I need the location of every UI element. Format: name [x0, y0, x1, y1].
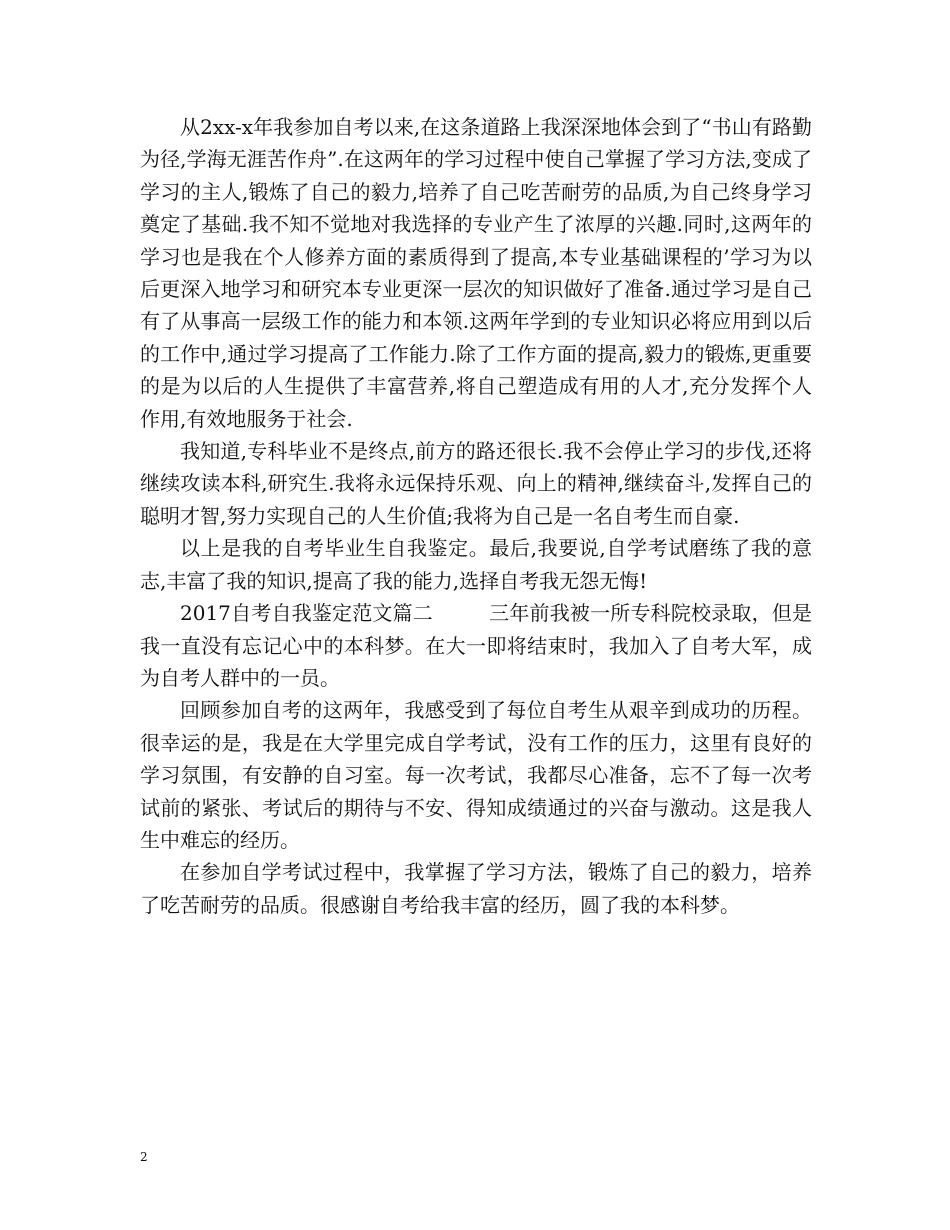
- paragraph-review: 回顾参加自考的这两年，我感受到了每位自考生从艰辛到成功的历程。很幸运的是，我是在大学里完成自学考试，没有工作的压力，这里有良好的学习氛围，有安静的自习室。每一次考试，我都尽心准备，忘不了每一次考试前的紧张、考试后的期待与不安、得知成绩通过的兴奋与激动。这是我人生中难忘的经历。: [140, 698, 812, 852]
- paragraph-future-plans: 我知道,专科毕业不是终点,前方的路还很长.我不会停止学习的步伐,还将继续攻读本科,研究生.我将永远保持乐观、向上的精神,继续奋斗,发挥自己的聪明才智,努力实现自己的人生价值;我将为自己是一名自考生而自豪.: [140, 439, 812, 528]
- paragraph-gratitude: 在参加自学考试过程中，我掌握了学习方法，锻炼了自己的毅力，培养了吃苦耐劳的品质。很感谢自考给我丰富的经历，圆了我的本科梦。: [140, 860, 812, 917]
- document-body: [140, 111, 812, 921]
- paragraph-sample-two: [140, 597, 812, 694]
- section-heading: 2017自考自我鉴定范文篇二: [180, 601, 433, 626]
- paragraph-conclusion: 以上是我的自考毕业生自我鉴定。最后,我要说,自学考试磨练了我的意志,丰富了我的知识,提高了我的能力,选择自考我无怨无悔!: [140, 536, 812, 593]
- sample-two-text: 三年前我被一所专科院校录取，但是我一直没有忘记心中的本科梦。在大一即将结束时，我加入了自考大军，成为自考人群中的一员。: [140, 601, 813, 690]
- paragraph-self-study-experience: 从2xx-x年我参加自考以来,在这条道路上我深深地体会到了“书山有路勤为径,学海无涯苦作舟”.在这两年的学习过程中使自己掌握了学习方法,变成了学习的主人,锻炼了自己的毅力,培养了自己吃苦耐劳的品质,为自己终身学习奠定了基础.我不知不觉地对我选择的专业产生了浓厚的兴趣.同时,这两年的学习也是我在个人修养方面的素质得到了提高,本专业基础课程的’学习为以后更深入地学习和研究本专业更深一层次的知识做好了准备.通过学习是自己有了从事高一层级工作的能力和本领.这两年学到的专业知识必将应用到以后的工作中,通过学习提高了工作能力.除了工作方面的提高,毅力的锻炼,更重要的是为以后的人生提供了丰富营养,将自己塑造成有用的人才,充分发挥个人作用,有效地服务于社会.: [140, 115, 812, 431]
- page-number: 2: [140, 1150, 148, 1164]
